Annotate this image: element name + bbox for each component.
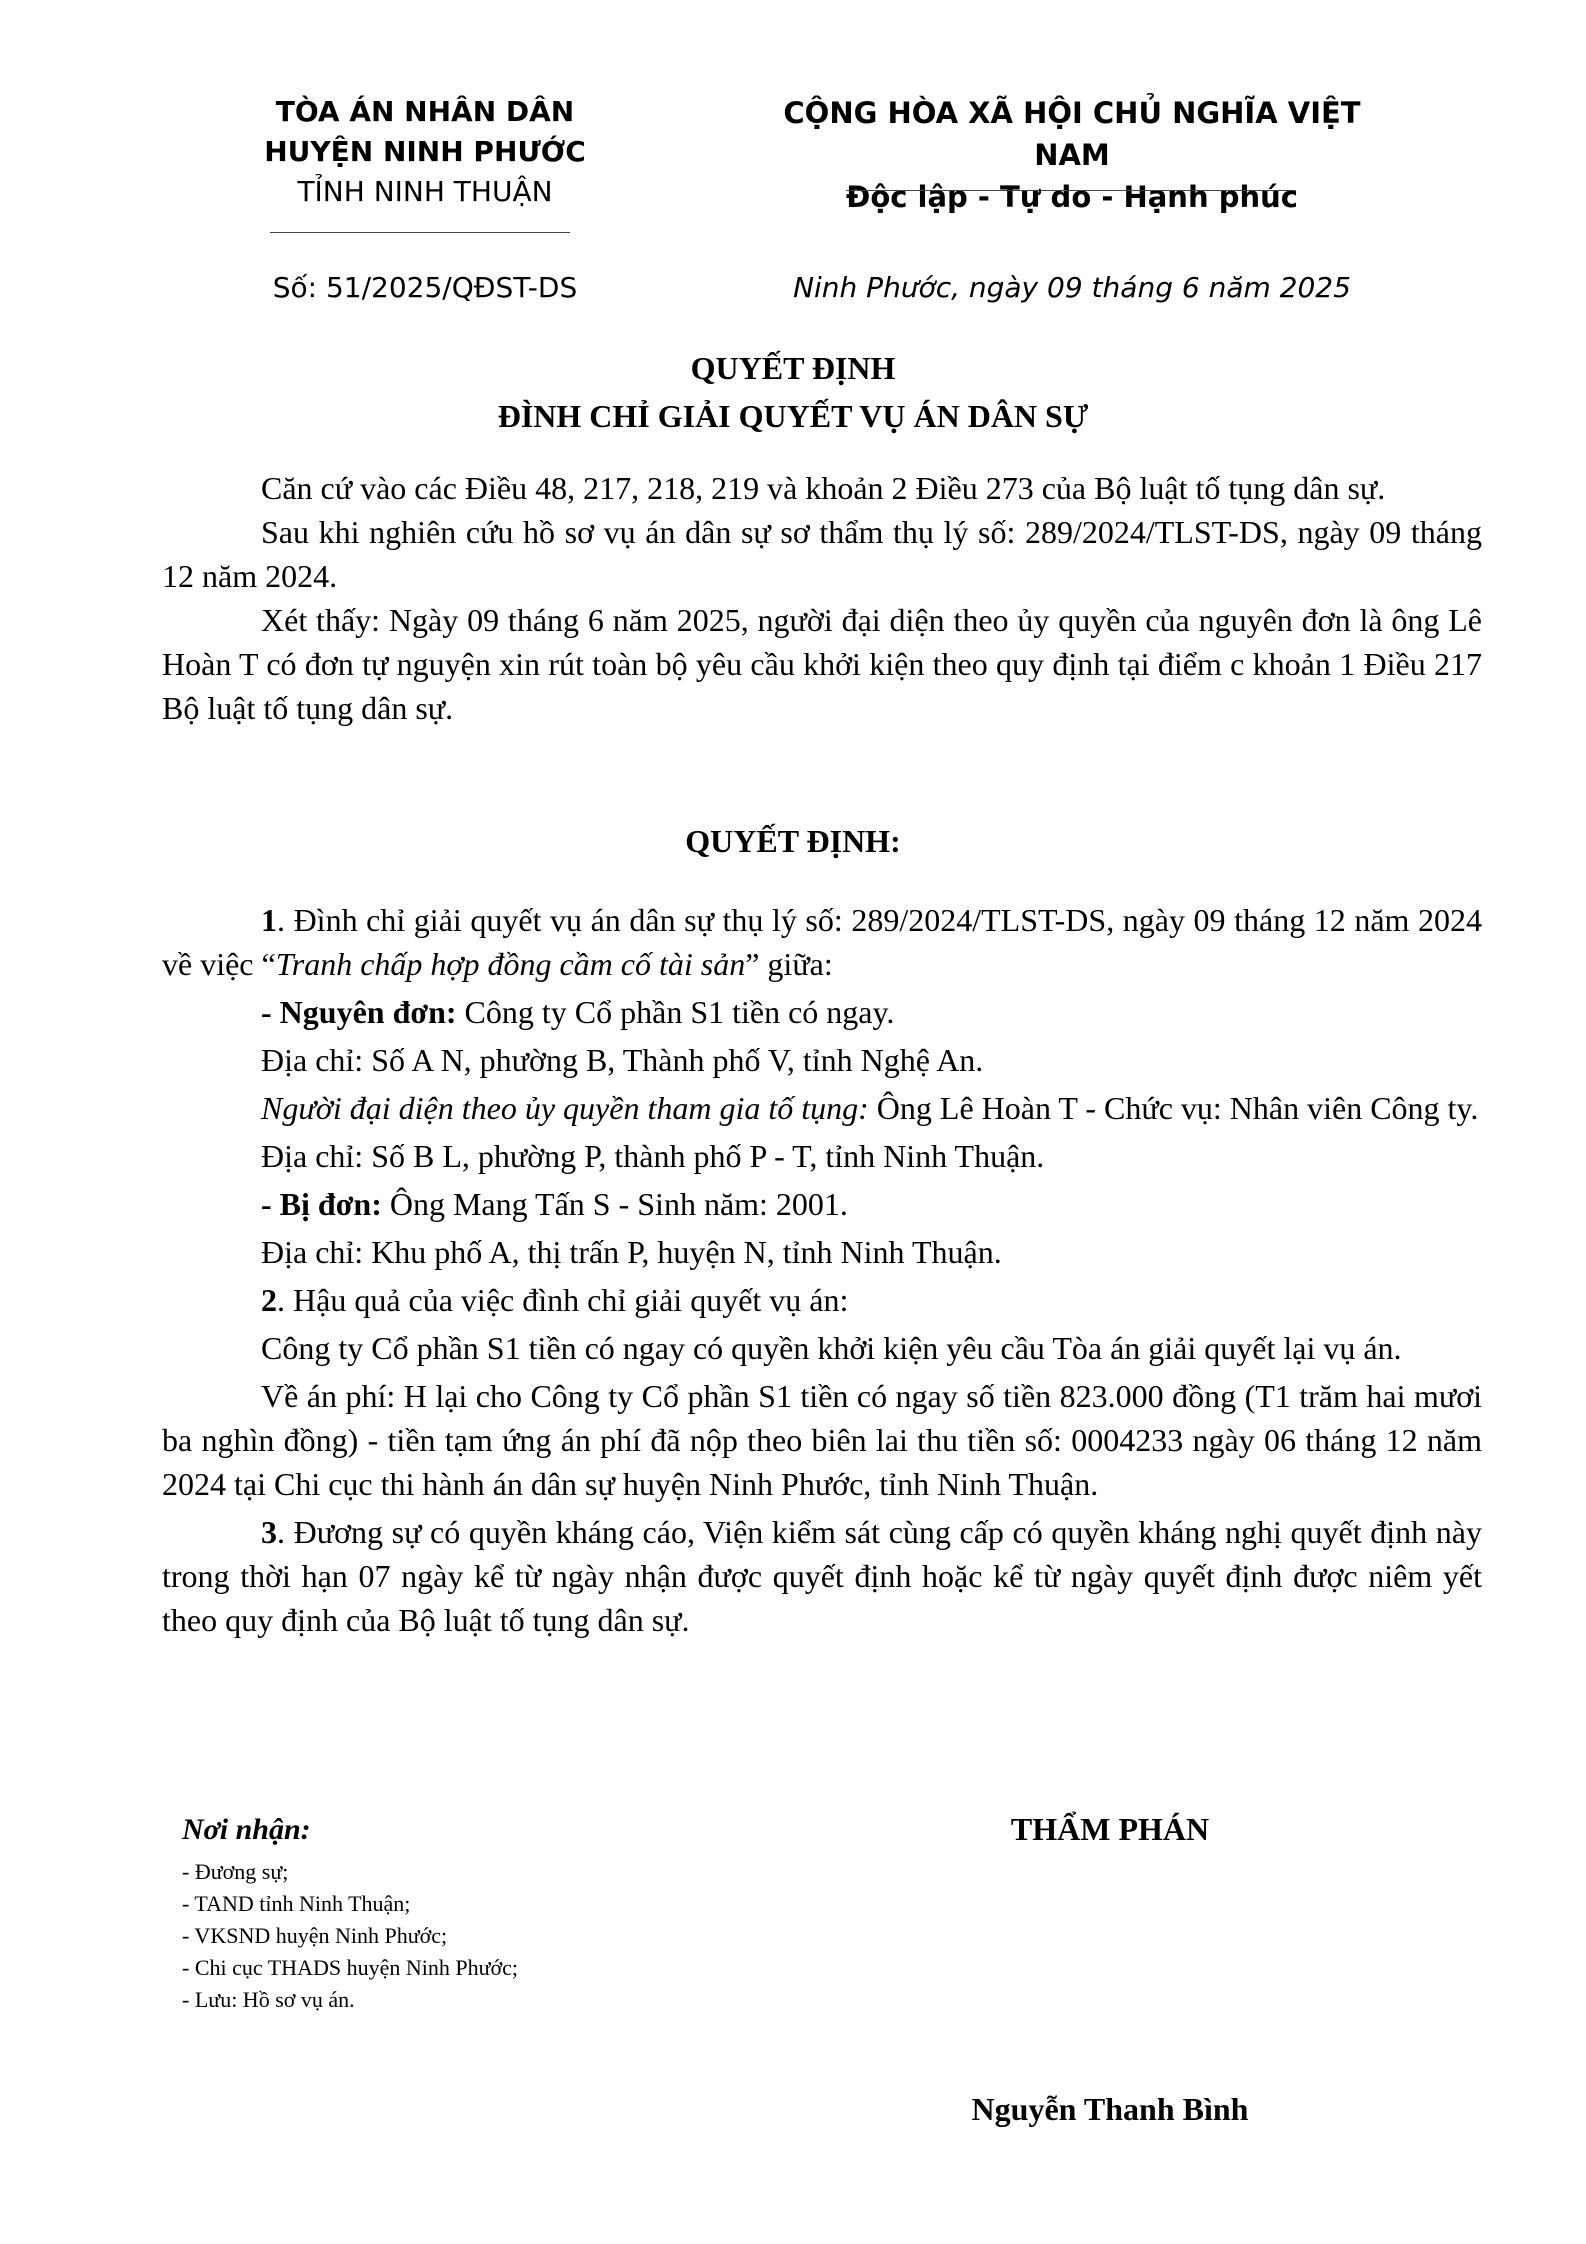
defendant-value: Ông Mang Tấn S - Sinh năm: 2001. [381, 1186, 848, 1222]
decision-section [162, 898, 1482, 1646]
national-name: CỘNG HÒA XÃ HỘI CHỦ NGHĨA VIỆT NAM [783, 96, 1361, 172]
intro-section [162, 466, 1482, 730]
decision-item-2 [162, 1278, 1482, 1322]
decision-item-1-text: . Đình chỉ giải quyết vụ án dân sự thụ lý số: 289/2024/TLST-DS, ngày 09 tháng 12 năm 2024 về việc “ [162, 902, 1482, 982]
court-province: TỈNH NINH THUẬN [297, 175, 553, 208]
national-header-underline [846, 190, 1296, 191]
decision-item-3-number: 3 [261, 1514, 277, 1550]
decision-item-3-text: . Đương sự có quyền kháng cáo, Viện kiểm sát cùng cấp có quyền kháng nghị quyết định này trong thời hạn 07 ngày kể từ ngày nhận được quyết định hoặc kể từ ngày quyết định được niêm yết theo quy định của Bộ luật tố tụng dân sự. [162, 1514, 1482, 1638]
recipients-list [182, 1856, 518, 2016]
representative-address: Địa chỉ: Số B L, phường P, thành phố P - T, tỉnh Ninh Thuận. [261, 1138, 1045, 1174]
court-header [240, 92, 610, 212]
decision-heading: QUYẾT ĐỊNH: [685, 823, 901, 859]
national-header [742, 92, 1402, 218]
court-header-underline [270, 232, 570, 233]
document-subtitle: ĐÌNH CHỈ GIẢI QUYẾT VỤ ÁN DÂN SỰ [497, 398, 1089, 434]
recipients-block [182, 1808, 518, 2016]
representative-value: Ông Lê Hoàn T - Chức vụ: Nhân viên Công ty. [868, 1090, 1479, 1126]
recipient-item: - Chi cục THADS huyện Ninh Phước; [182, 1955, 519, 1980]
intro-paragraph-case-review: Sau khi nghiên cứu hồ sơ vụ án dân sự sơ thẩm thụ lý số: 289/2024/TLST-DS, ngày 09 tháng 12 năm 2024. [162, 514, 1482, 594]
court-name-line2: HUYỆN NINH PHƯỚC [264, 135, 586, 168]
consequence-paragraph: Công ty Cổ phần S1 tiền có ngay có quyền khởi kiện yêu cầu Tòa án giải quyết lại vụ án. [261, 1330, 1402, 1366]
plaintiff-line [162, 990, 1482, 1034]
recipient-item: - Đương sự; [182, 1859, 289, 1884]
defendant-address: Địa chỉ: Khu phố A, thị trấn P, huyện N, tỉnh Ninh Thuận. [261, 1234, 1002, 1270]
recipients-label: Nơi nhận: [182, 1813, 311, 1846]
intro-paragraph-finding: Xét thấy: Ngày 09 tháng 6 năm 2025, người đại diện theo ủy quyền của nguyên đơn là ông Lê Hoàn T có đơn tự nguyện xin rút toàn bộ yêu cầu khởi kiện theo quy định tại điểm c khoản 1 Điều 217 Bộ luật tố tụng dân sự. [162, 602, 1482, 726]
plaintiff-address: Địa chỉ: Số A N, phường B, Thành phố V, tỉnh Nghệ An. [261, 1042, 984, 1078]
place-date: Ninh Phước, ngày 09 tháng 6 năm 2025 [793, 271, 1351, 304]
court-fee-paragraph: Về án phí: H lại cho Công ty Cổ phần S1 tiền có ngay số tiền 823.000 đồng (T1 trăm hai mươi ba nghìn đồng) - tiền tạm ứng án phí đã nộp theo biên lai thu tiền số: 0004233 ngày 06 tháng 12 năm 2024 tại Chi cục thi hành án dân sự huyện Ninh Phước, tỉnh Ninh Thuận. [162, 1378, 1482, 1502]
signer-title: THẨM PHÁN [1010, 1811, 1210, 1847]
national-motto: Độc lập - Tự do - Hạnh phúc [846, 180, 1298, 214]
plaintiff-value: Công ty Cổ phần S1 tiền có ngay. [456, 994, 895, 1030]
decision-item-1-number: 1 [261, 902, 277, 938]
decision-item-1 [162, 898, 1482, 986]
recipient-item: - Lưu: Hồ sơ vụ án. [182, 1987, 355, 2012]
document-title: QUYẾT ĐỊNH [690, 350, 896, 386]
document-number: Số: 51/2025/QĐST-DS [272, 271, 578, 304]
decision-item-1-tail: ” giữa: [745, 946, 833, 982]
defendant-line [162, 1182, 1482, 1226]
representative-label: Người đại diện theo ủy quyền tham gia tố tụng: [261, 1090, 869, 1126]
plaintiff-label: - Nguyên đơn: [261, 994, 457, 1030]
decision-item-2-text: . Hậu quả của việc đình chỉ giải quyết vụ án: [277, 1282, 849, 1318]
decision-item-2-number: 2 [261, 1282, 277, 1318]
case-subject: Tranh chấp hợp đồng cầm cố tài sản [275, 946, 746, 982]
intro-paragraph-legal-basis: Căn cứ vào các Điều 48, 217, 218, 219 và khoản 2 Điều 273 của Bộ luật tố tụng dân sự. [261, 470, 1386, 506]
court-name-line1: TÒA ÁN NHÂN DÂN [275, 95, 575, 128]
defendant-label: - Bị đơn: [261, 1186, 382, 1222]
recipient-item: - TAND tỉnh Ninh Thuận; [182, 1891, 411, 1916]
signer-name: Nguyễn Thanh Bình [971, 2091, 1249, 2127]
representative-line [162, 1086, 1482, 1130]
decision-item-3 [162, 1510, 1482, 1642]
recipient-item: - VKSND huyện Ninh Phước; [182, 1923, 448, 1948]
